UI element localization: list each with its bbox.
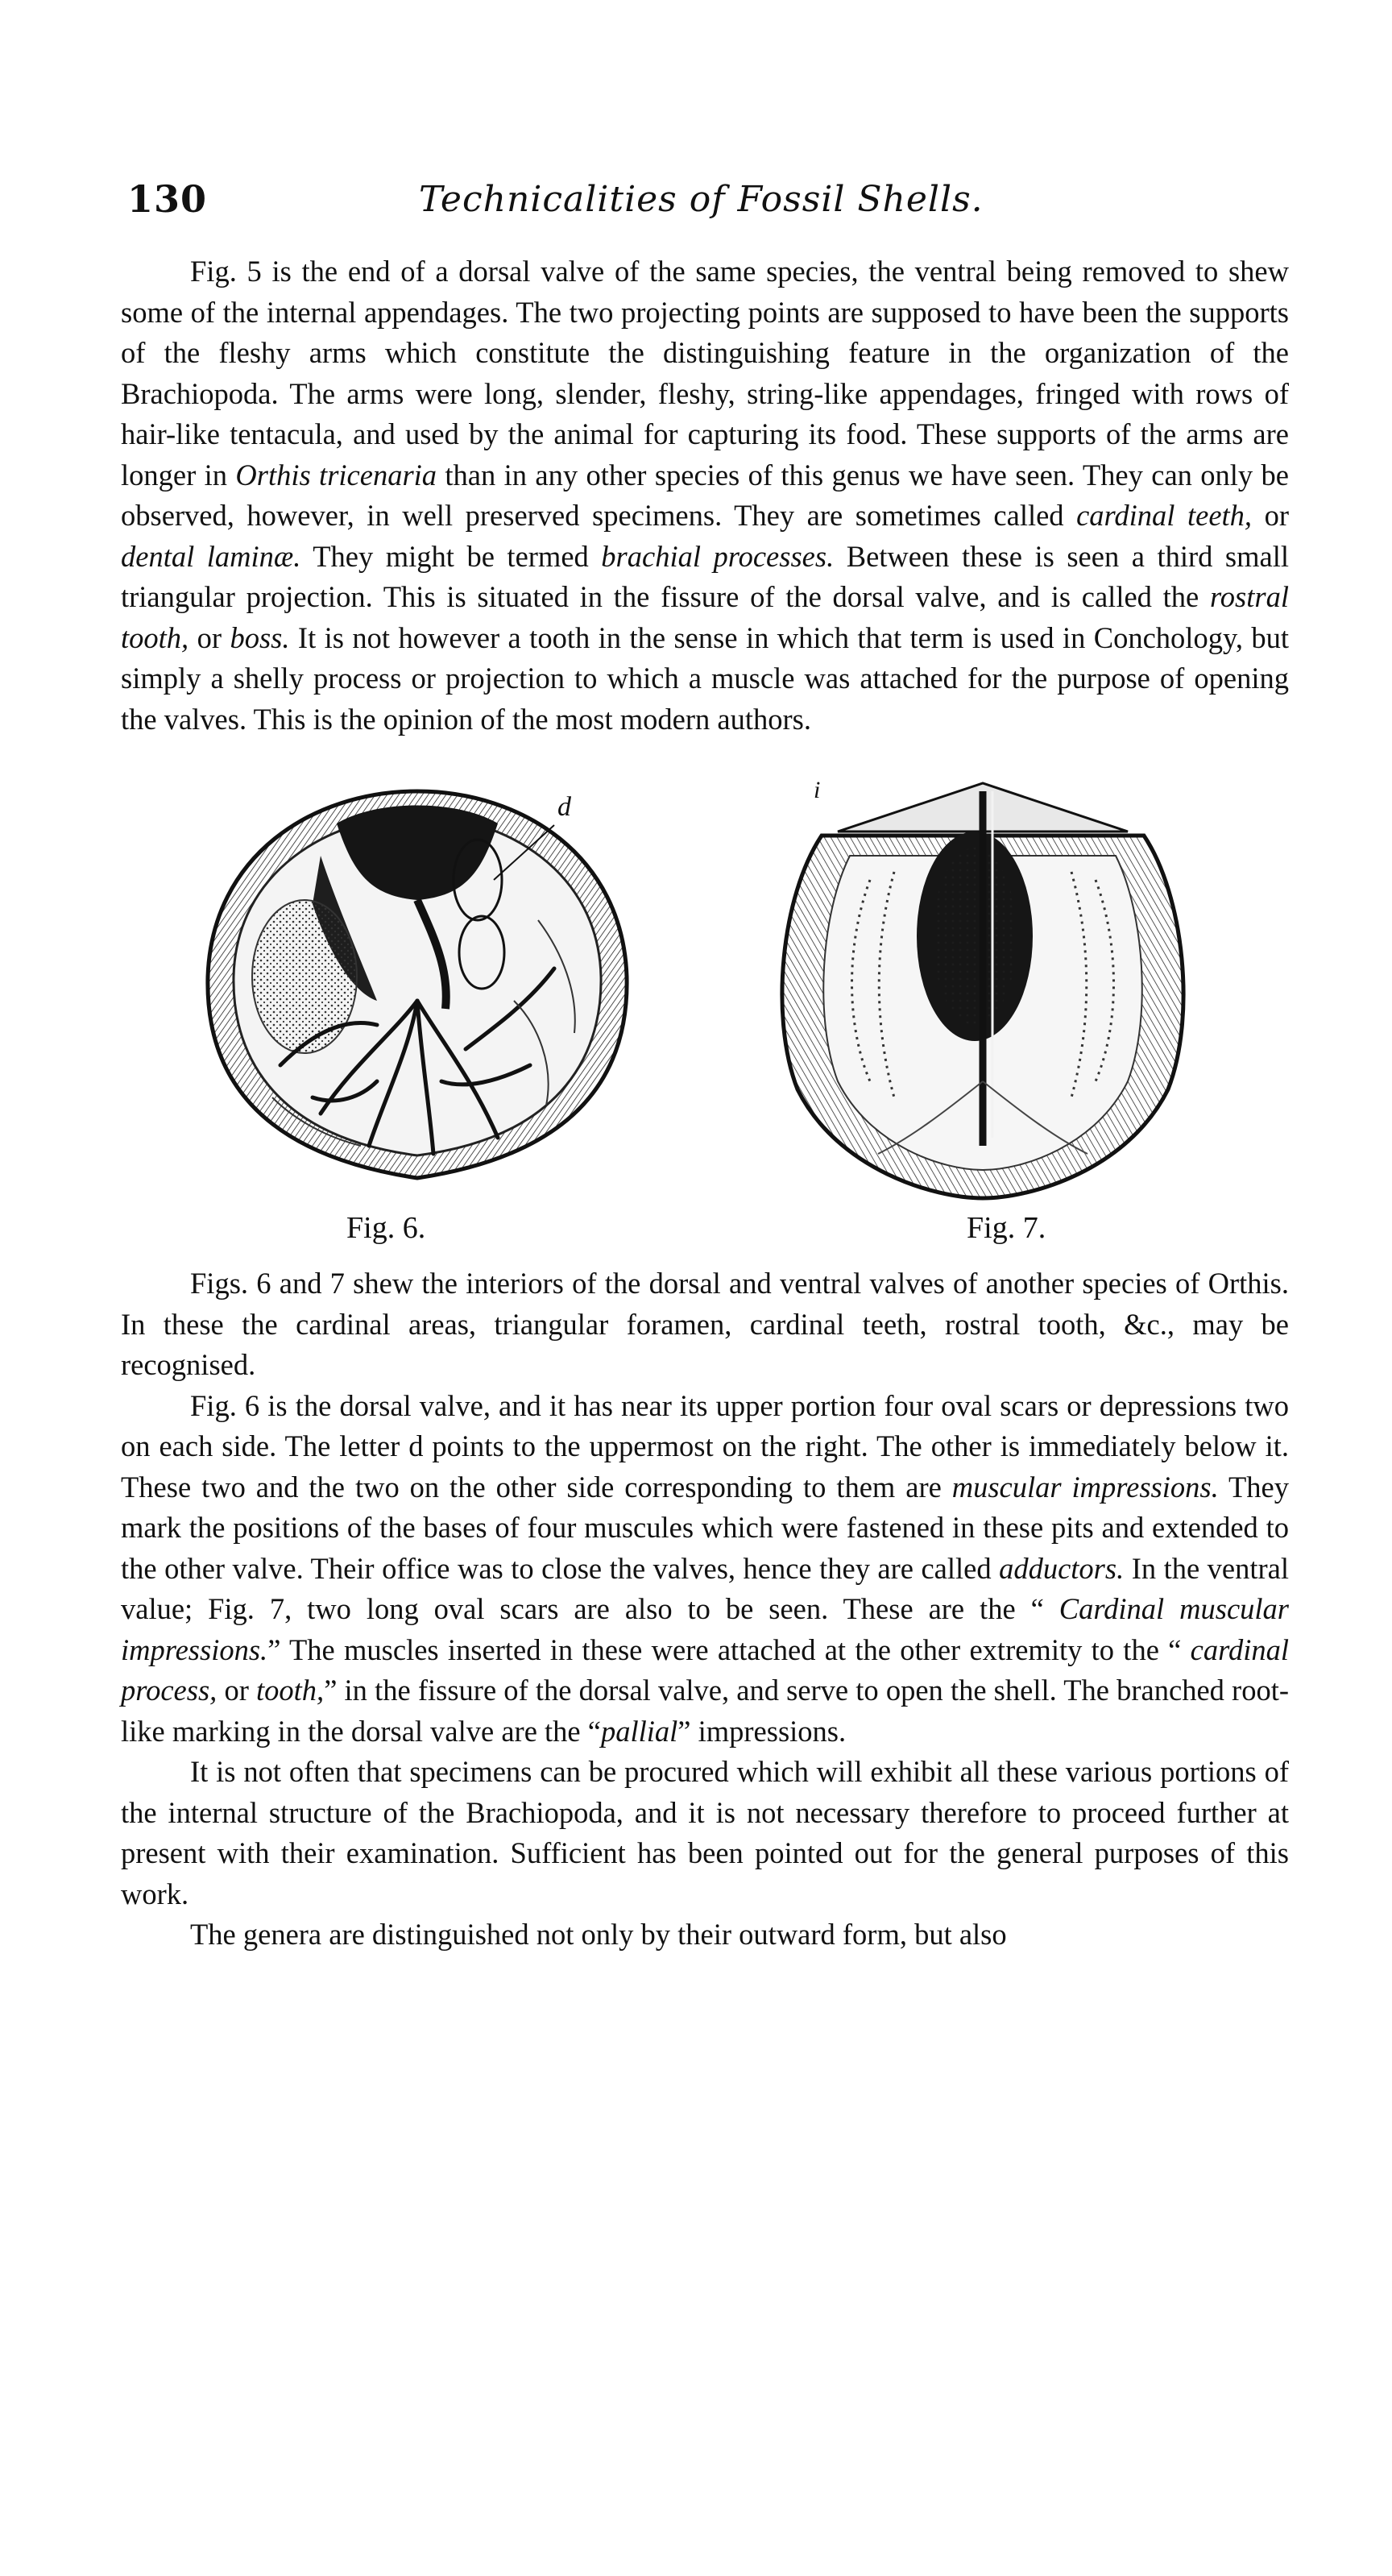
figure-7-label: i <box>814 777 821 803</box>
figure-6-caption: Fig. 6. <box>346 1211 426 1245</box>
page-number: 130 <box>127 177 208 221</box>
text-run: or <box>1252 499 1289 532</box>
figure-7-ventral-valve <box>733 759 1232 1210</box>
text-run: or <box>217 1674 257 1707</box>
italic-term: rostral tooth, <box>121 580 1289 654</box>
text-run: It is not often that specimens can be procured which will exhibit all these various portions of the internal structure of the Brachiopoda, and it is not necessary therefore to proceed further at present with their examination. Sufficient has been pointed out for the general purposes of this work. <box>121 1755 1289 1910</box>
paragraph-figs-6-7 <box>121 1263 1289 1386</box>
text-run: ” impressions. <box>677 1714 847 1748</box>
italic-term: boss. <box>230 620 290 654</box>
dorsal-valve-engraving <box>176 759 659 1210</box>
paragraph-genera <box>121 1914 1289 1956</box>
running-head: Technicalities of Fossil Shells. <box>419 179 984 220</box>
text-run: ” in the fissure of the dorsal valve, and serve to open the shell. The branched root-like marking in the dorsal valve are the “ <box>121 1674 1289 1748</box>
paragraph-fig6 <box>121 1386 1289 1753</box>
ventral-valve-engraving <box>733 759 1232 1210</box>
text-run: Figs. 6 and 7 shew the interiors of the dorsal and ventral valves of another species of Orthis. In these the cardinal areas, triangular foramen, cardinal teeth, rostral tooth, &c., may be recognised. <box>121 1267 1289 1381</box>
text-run: or <box>188 620 230 654</box>
text-run: Between these is seen a third small triangular projection. This is situated in the fissure of the dorsal valve, and is called the <box>121 539 1289 613</box>
text-run: than in any other species of this genus we have seen. They can only be observed, however, in well preserved specimens. They are sometimes called <box>121 458 1289 532</box>
italic-term: Orthis tricenaria <box>235 458 437 492</box>
italic-term: cardinal process, <box>121 1632 1289 1707</box>
figure-6-dorsal-valve <box>176 759 659 1210</box>
paragraph-specimens <box>121 1752 1289 1914</box>
figures-block <box>121 759 1289 1259</box>
italic-term: muscular impressions. <box>951 1470 1219 1504</box>
italic-term: cardinal teeth, <box>1076 499 1253 532</box>
paragraph-fig5 <box>121 251 1289 740</box>
figure-7-caption: Fig. 7. <box>967 1211 1046 1245</box>
italic-term: brachial processes. <box>601 539 835 573</box>
text-run: In the ventral value; Fig. 7, two long oval scars are also to be seen. These are the “ <box>121 1551 1289 1625</box>
text-run: They might be termed <box>300 539 602 573</box>
text-run: ” The muscles inserted in these were attached at the other extremity to the “ <box>267 1632 1191 1666</box>
text-run: The genera are distinguished not only by their outward form, but also <box>190 1918 1007 1951</box>
figure-6-label: d <box>557 792 571 822</box>
text-run: Fig. 6 is the dorsal valve, and it has near its upper portion four oval scars or depressions two on each side. The letter d points to the uppermost on the right. The other is immediately below it. These two and the two on the other side corresponding to them are <box>121 1388 1289 1504</box>
text-run: It is not however a tooth in the sense in which that term is used in Conchology, but simply a shelly process or projection to which a muscle was attached for the purpose of opening the valves. This is the opinion of the most modern authors. <box>121 620 1290 736</box>
italic-term: Cardinal muscular impressions. <box>121 1592 1289 1666</box>
italic-term: pallial <box>600 1714 678 1748</box>
italic-term: adductors. <box>999 1551 1125 1585</box>
text-run: They mark the positions of the bases of four muscules which were fastened in these pits and extended to the other valve. Their office was to close the valves, hence they are called <box>121 1470 1289 1585</box>
page-header <box>121 177 1289 234</box>
book-page <box>121 177 1289 1956</box>
italic-term: tooth, <box>256 1674 325 1707</box>
text-run: Fig. 5 is the end of a dorsal valve of the same species, the ventral being removed to shew some of the internal appendages. The two projecting points are supposed to have been the supports of the fleshy arms which constitute the distinguishing feature in the organization of the Brachiopoda. The arms were long, slender, fleshy, string-like appendages, fringed with rows of hair-like tentacula, and used by the animal for capturing its food. These supports of the arms are longer in <box>121 255 1289 492</box>
italic-term: dental laminæ. <box>121 539 301 573</box>
